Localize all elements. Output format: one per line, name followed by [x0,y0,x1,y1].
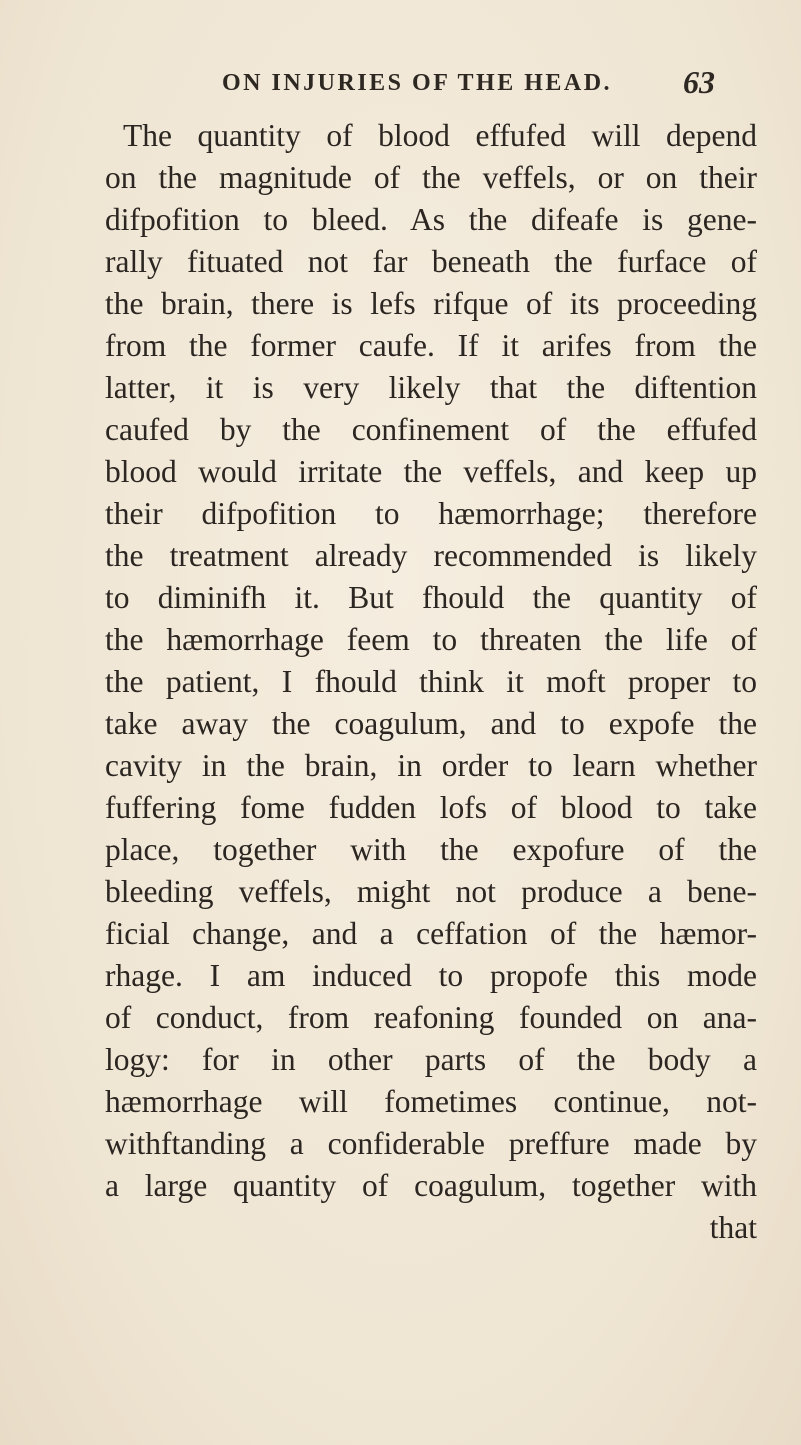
text-line: the brain, there is lefs rifque of its proceeding [105,286,757,321]
text-line: caufed by the confinement of the effufed [105,412,757,447]
page-header [0,62,801,102]
text-line: blood would irritate the veffels, and keep up [105,454,757,489]
text-line: fuffering fome fudden lofs of blood to take [105,790,757,825]
text-line: withftanding a confiderable preffure made by [105,1126,757,1161]
text-line: ficial change, and a ceffation of the hæmor- [105,916,757,951]
page-number: 63 [683,64,715,100]
text-line: The quantity of blood effufed will depend [123,118,757,153]
text-line: the treatment already recommended is likely [105,538,757,573]
text-line: cavity in the brain, in order to learn whether [105,748,757,783]
text-line: hæmorrhage will fometimes continue, not- [105,1084,757,1119]
text-line: the patient, I fhould think it moft proper to [105,664,757,699]
text-line: on the magnitude of the veffels, or on their [105,160,757,195]
text-line: place, together with the expofure of the [105,832,757,867]
running-head: ON INJURIES OF THE HEAD. [222,70,613,96]
text-line: bleeding veffels, might not produce a bene- [105,874,757,909]
text-line: of conduct, from reafoning founded on ana- [105,1000,757,1035]
text-line: latter, it is very likely that the diftention [105,370,757,405]
text-line: rhage. I am induced to propofe this mode [105,958,757,993]
text-line: difpofition to bleed. As the difeafe is gene- [105,202,757,237]
text-line: from the former caufe. If it arifes from the [105,328,757,363]
text-line: rally fituated not far beneath the furface of [105,244,757,279]
text-line: logy: for in other parts of the body a [105,1042,757,1077]
text-line: their difpofition to hæmorrhage; therefore [105,496,757,531]
text-line: take away the coagulum, and to expofe the [105,706,757,741]
text-line: a large quantity of coagulum, together with [105,1168,757,1203]
text-line: to diminifh it. But fhould the quantity of [105,580,757,615]
text-line: the hæmorrhage feem to threaten the life of [105,622,757,657]
catchword: that [709,1210,757,1245]
